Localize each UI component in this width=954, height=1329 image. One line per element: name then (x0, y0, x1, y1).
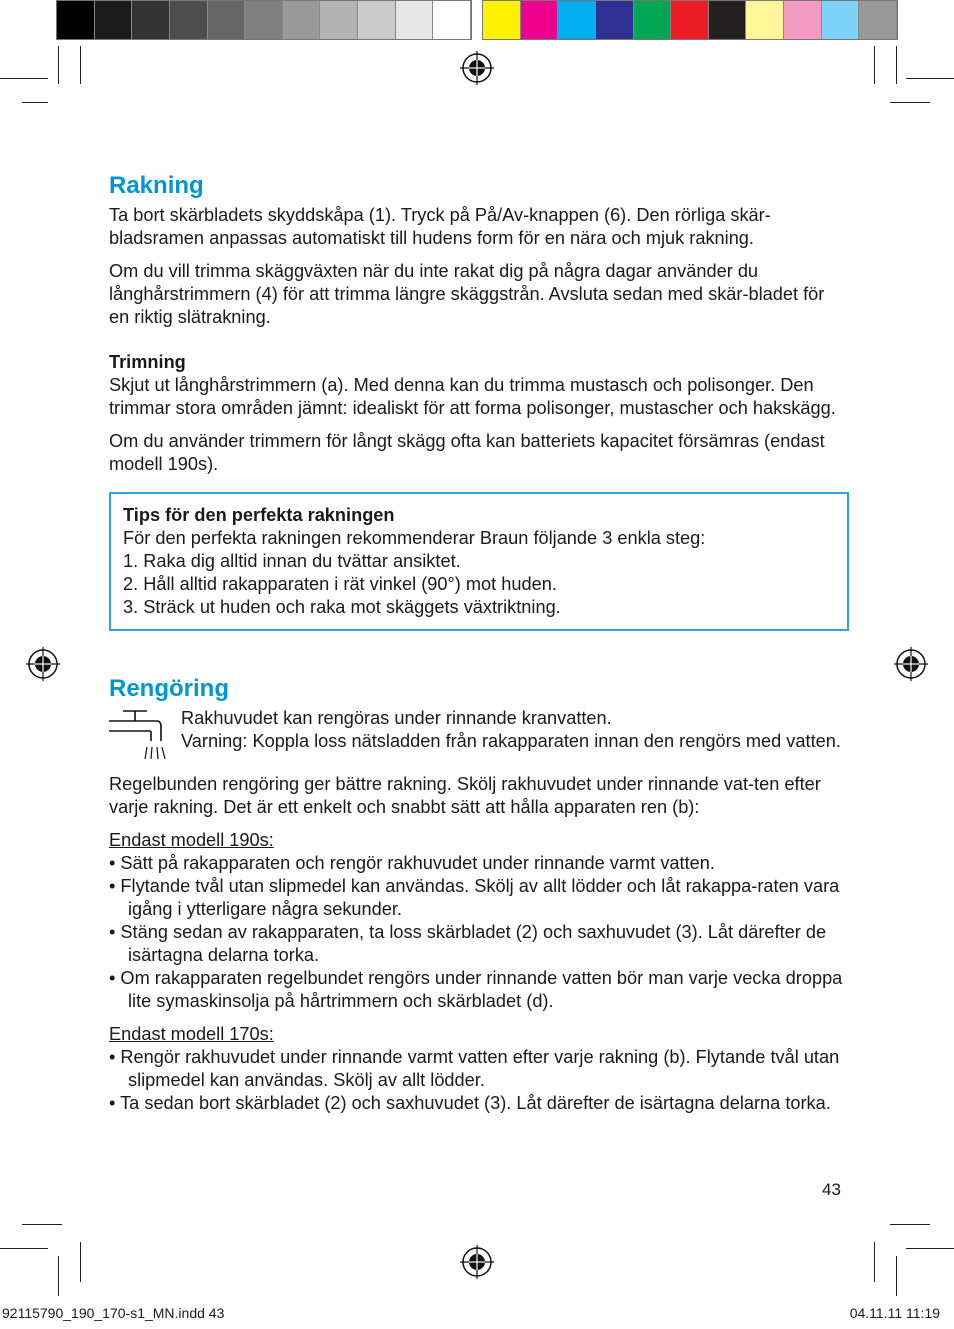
gray-swatch (95, 1, 133, 39)
page-content (109, 172, 849, 1125)
crop-mark (906, 1248, 954, 1249)
color-swatch (784, 1, 822, 39)
model-170s-heading: Endast modell 170s: (109, 1024, 274, 1044)
gray-swatch (320, 1, 358, 39)
registration-mark-icon (460, 51, 494, 85)
list-item: 3. Sträck ut huden och raka mot skäggets växtriktning. (123, 597, 561, 617)
color-swatch (634, 1, 672, 39)
crop-mark (874, 1242, 875, 1282)
color-swatch (822, 1, 860, 39)
registration-mark-icon (26, 647, 60, 681)
slug-timestamp: 04.11.11 11:19 (849, 1305, 940, 1321)
water-tap-icon (107, 707, 167, 763)
tips-title: Tips för den perfekta rakningen (123, 505, 395, 525)
list-item: • Stäng sedan av rakapparaten, ta loss skärbladet (2) och saxhuvudet (3). Låt därefter de isärtagna delarna torka. (109, 922, 827, 965)
tap-line-1: Rakhuvudet kan rengöras under rinnande kranvatten. (181, 708, 612, 728)
crop-mark (80, 1242, 81, 1282)
registration-mark-icon (894, 647, 928, 681)
page-number: 43 (822, 1180, 841, 1199)
color-swatch (859, 1, 897, 39)
crop-mark (896, 46, 897, 84)
paragraph: Om du använder trimmern för långt skägg ofta kan batteriets kapacitet försämras (endast modell 190s). (109, 431, 825, 474)
crop-mark (906, 78, 954, 79)
gray-swatch (132, 1, 170, 39)
list-item: • Rengör rakhuvudet under rinnande varmt vatten efter varje rakning (b). Flytande tvål utan slipmedel kan användas. Skölj av allt lödder. (109, 1047, 840, 1090)
gray-swatch (283, 1, 321, 39)
paragraph: Om du vill trimma skäggväxten när du inte rakat dig på några dagar använder du långhårstrimmern (4) för att trimma längre skäggstrån. Avsluta sedan med skär-bladet för en riktig slätrakning. (109, 261, 825, 327)
model-190s-list (109, 852, 849, 1013)
list-item: • Flytande tvål utan slipmedel kan användas. Skölj av allt lödder och låt rakappa-raten vara igång i ytterligare några sekunder. (109, 876, 840, 919)
list-item: 1. Raka dig alltid innan du tvättar ansiktet. (123, 551, 461, 571)
crop-mark (22, 102, 48, 103)
list-item: • Ta sedan bort skärbladet (2) och saxhuvudet (3). Låt därefter de isärtagna delarna torka. (109, 1093, 831, 1113)
crop-mark (896, 1256, 897, 1296)
crop-mark (890, 1224, 930, 1225)
section-title-shaving: Rakning (109, 172, 204, 199)
gray-swatch (57, 1, 95, 39)
list-item: • Om rakapparaten regelbundet rengörs under rinnande vatten bör man varje vecka droppa lite symaskinsolja på hårtrimmern och skärbladet (d). (109, 968, 843, 1011)
color-swatch (558, 1, 596, 39)
color-swatch (521, 1, 559, 39)
subheading-trimming: Trimning (109, 352, 186, 372)
paragraph: Ta bort skärbladets skyddskåpa (1). Tryck på På/Av-knappen (6). Den rörliga skär-bladsramen anpassas automatiskt till hudens form för en nära och mjuk rakning. (109, 205, 771, 248)
crop-mark (874, 46, 875, 84)
tips-steps (123, 550, 835, 619)
slug-filename: 92115790_190_170-s1_MN.indd 43 (2, 1305, 225, 1321)
tap-line-2: Varning: Koppla loss nätsladden från rakapparaten innan den rengörs med vatten. (181, 731, 841, 751)
crop-mark (0, 78, 48, 79)
tips-intro: För den perfekta rakningen rekommenderar Braun följande 3 enkla steg: (123, 528, 706, 548)
list-item: • Sätt på rakapparaten och rengör rakhuvudet under rinnande varmt vatten. (109, 853, 715, 873)
gray-color-bar (56, 0, 472, 40)
paragraph: Skjut ut långhårstrimmern (a). Med denna kan du trimma mustasch och polisonger. Den trimmar stora områden jämnt: idealiskt för att forma polisonger, mustascher och hakskägg. (109, 375, 836, 418)
crop-mark (58, 1256, 59, 1296)
model-190s-heading: Endast modell 190s: (109, 830, 274, 850)
process-color-bar (482, 0, 898, 40)
tap-note (109, 707, 849, 763)
gray-swatch (396, 1, 434, 39)
gray-swatch (170, 1, 208, 39)
color-swatch (709, 1, 747, 39)
model-170s-list (109, 1046, 849, 1115)
paragraph: Regelbunden rengöring ger bättre rakning. Skölj rakhuvudet under rinnande vat-ten efter varje rakning. Det är ett enkelt och snabbt sätt att hålla apparaten ren (b): (109, 774, 821, 817)
section-title-cleaning: Rengöring (109, 675, 229, 702)
crop-mark (890, 102, 930, 103)
gray-swatch (245, 1, 283, 39)
list-item: 2. Håll alltid rakapparaten i rät vinkel (90°) mot huden. (123, 574, 557, 594)
gray-swatch (358, 1, 396, 39)
color-swatch (671, 1, 709, 39)
color-swatch (596, 1, 634, 39)
color-swatch (746, 1, 784, 39)
crop-mark (80, 46, 81, 84)
crop-mark (22, 1224, 62, 1225)
crop-mark (0, 1248, 48, 1249)
crop-mark (58, 46, 59, 84)
tips-box (109, 492, 849, 631)
registration-mark-icon (460, 1245, 494, 1279)
color-swatch (483, 1, 521, 39)
gray-swatch (433, 1, 471, 39)
gray-swatch (208, 1, 246, 39)
